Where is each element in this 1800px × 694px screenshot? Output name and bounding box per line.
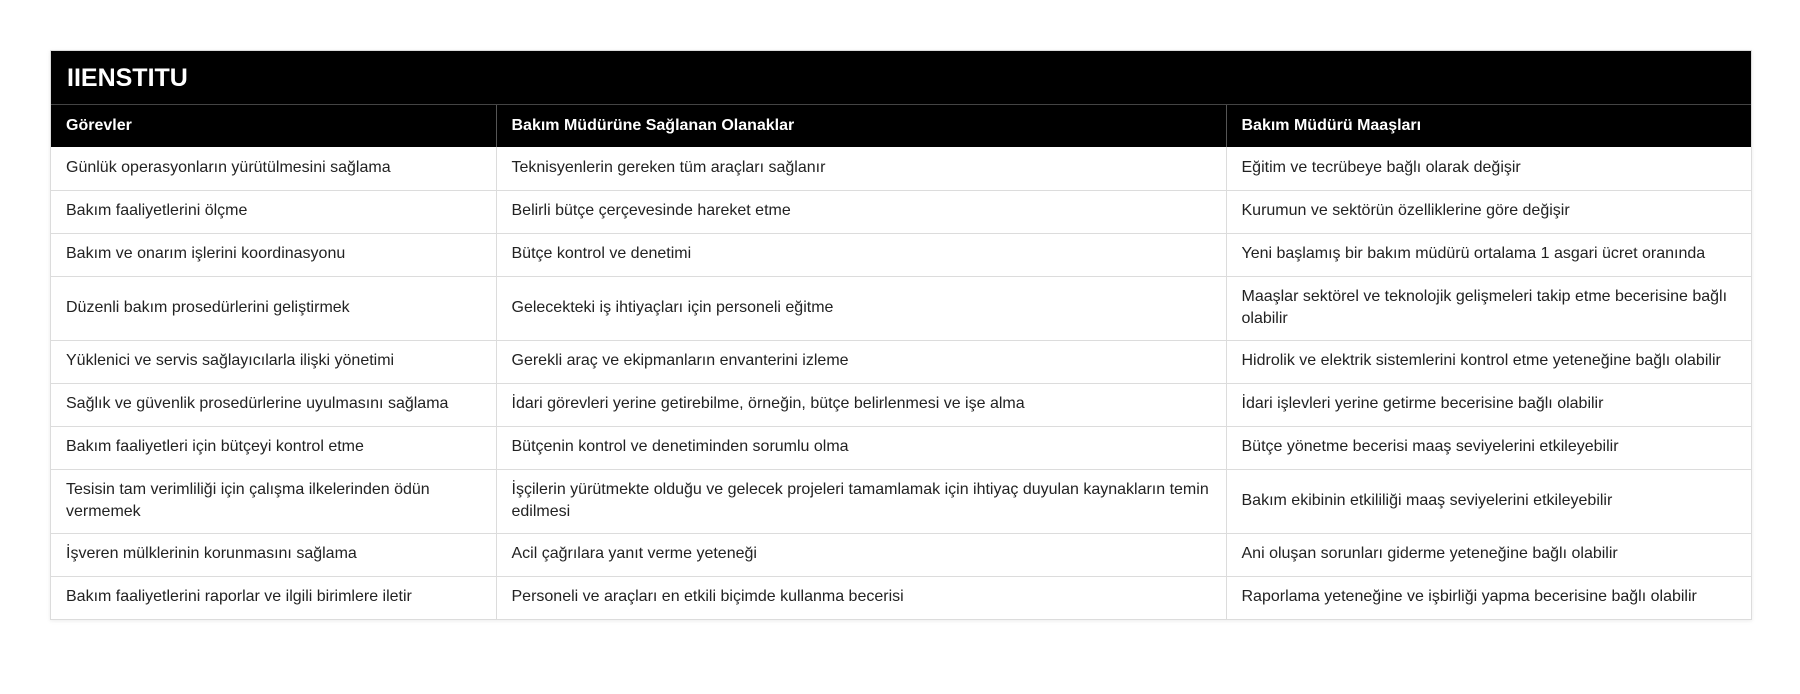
table-cell: Bütçe yönetme becerisi maaş seviyelerini etkileyebilir xyxy=(1226,426,1751,469)
table-row xyxy=(51,147,1751,190)
table-cell: Kurumun ve sektörün özelliklerine göre değişir xyxy=(1226,190,1751,233)
data-table xyxy=(51,105,1751,619)
table-row xyxy=(51,469,1751,533)
table-cell: Maaşlar sektörel ve teknolojik gelişmeleri takip etme becerisine bağlı olabilir xyxy=(1226,276,1751,340)
table-row xyxy=(51,340,1751,383)
table-cell: Bütçe kontrol ve denetimi xyxy=(496,233,1226,276)
table-cell: Teknisyenlerin gereken tüm araçları sağlanır xyxy=(496,147,1226,190)
table-cell: Bakım faaliyetlerini ölçme xyxy=(51,190,496,233)
column-header-maaslar: Bakım Müdürü Maaşları xyxy=(1226,105,1751,147)
column-header-olanaklar: Bakım Müdürüne Sağlanan Olanaklar xyxy=(496,105,1226,147)
table-row xyxy=(51,576,1751,619)
table-cell: Raporlama yeteneğine ve işbirliği yapma becerisine bağlı olabilir xyxy=(1241,588,1697,606)
table-row xyxy=(51,426,1751,469)
table-cell: İşveren mülklerinin korunmasını sağlama xyxy=(51,533,496,576)
table-cell: Acil çağrılara yanıt verme yeteneği xyxy=(496,533,1226,576)
data-table-container xyxy=(50,50,1752,620)
table-cell: Personeli ve araçları en etkili biçimde kullanma becerisi xyxy=(496,576,1226,619)
table-caption: IIENSTITU xyxy=(51,51,1751,105)
table-cell: İşçilerin yürütmekte olduğu ve gelecek projeleri tamamlamak için ihtiyaç duyulan kaynakların temin edilmesi xyxy=(496,469,1226,533)
table-cell: İdari görevleri yerine getirebilme, örneğin, bütçe belirlenmesi ve işe alma xyxy=(496,383,1226,426)
table-cell: Bütçenin kontrol ve denetiminden sorumlu olma xyxy=(496,426,1226,469)
table-row xyxy=(51,276,1751,340)
table-cell: Günlük operasyonların yürütülmesini sağlama xyxy=(51,147,496,190)
table-row xyxy=(51,233,1751,276)
table-cell: Yeni başlamış bir bakım müdürü ortalama 1 asgari ücret oranında xyxy=(1226,233,1751,276)
table-cell: İdari işlevleri yerine getirme becerisine bağlı olabilir xyxy=(1226,383,1751,426)
table-cell: Belirli bütçe çerçevesinde hareket etme xyxy=(496,190,1226,233)
table-cell: Eğitim ve tecrübeye bağlı olarak değişir xyxy=(1226,147,1751,190)
table-row xyxy=(51,190,1751,233)
table-row xyxy=(51,533,1751,576)
table-cell: Bakım ve onarım işlerini koordinasyonu xyxy=(51,233,496,276)
table-cell: Gerekli araç ve ekipmanların envanterini izleme xyxy=(496,340,1226,383)
table-cell: Tesisin tam verimliliği için çalışma ilkelerinden ödün vermemek xyxy=(51,469,496,533)
table-cell: Yüklenici ve servis sağlayıcılarla ilişki yönetimi xyxy=(51,340,496,383)
table-cell: Hidrolik ve elektrik sistemlerini kontrol etme yeteneğine bağlı olabilir xyxy=(1226,340,1751,383)
table-cell: Gelecekteki iş ihtiyaçları için personeli eğitme xyxy=(496,276,1226,340)
table-body xyxy=(51,147,1751,619)
table-cell: Ani oluşan sorunları giderme yeteneğine bağlı olabilir xyxy=(1226,533,1751,576)
table-cell: Bakım faaliyetleri için bütçeyi kontrol etme xyxy=(51,426,496,469)
column-header-gorevler: Görevler xyxy=(51,105,496,147)
table-row xyxy=(51,383,1751,426)
table-cell: Bakım ekibinin etkililiği maaş seviyelerini etkileyebilir xyxy=(1226,469,1751,533)
header-row xyxy=(51,105,1751,147)
table-cell: Düzenli bakım prosedürlerini geliştirmek xyxy=(51,276,496,340)
table-cell: Bakım faaliyetlerini raporlar ve ilgili birimlere iletir xyxy=(51,576,496,619)
table-header xyxy=(51,105,1751,147)
table-cell: Sağlık ve güvenlik prosedürlerine uyulmasını sağlama xyxy=(51,383,496,426)
